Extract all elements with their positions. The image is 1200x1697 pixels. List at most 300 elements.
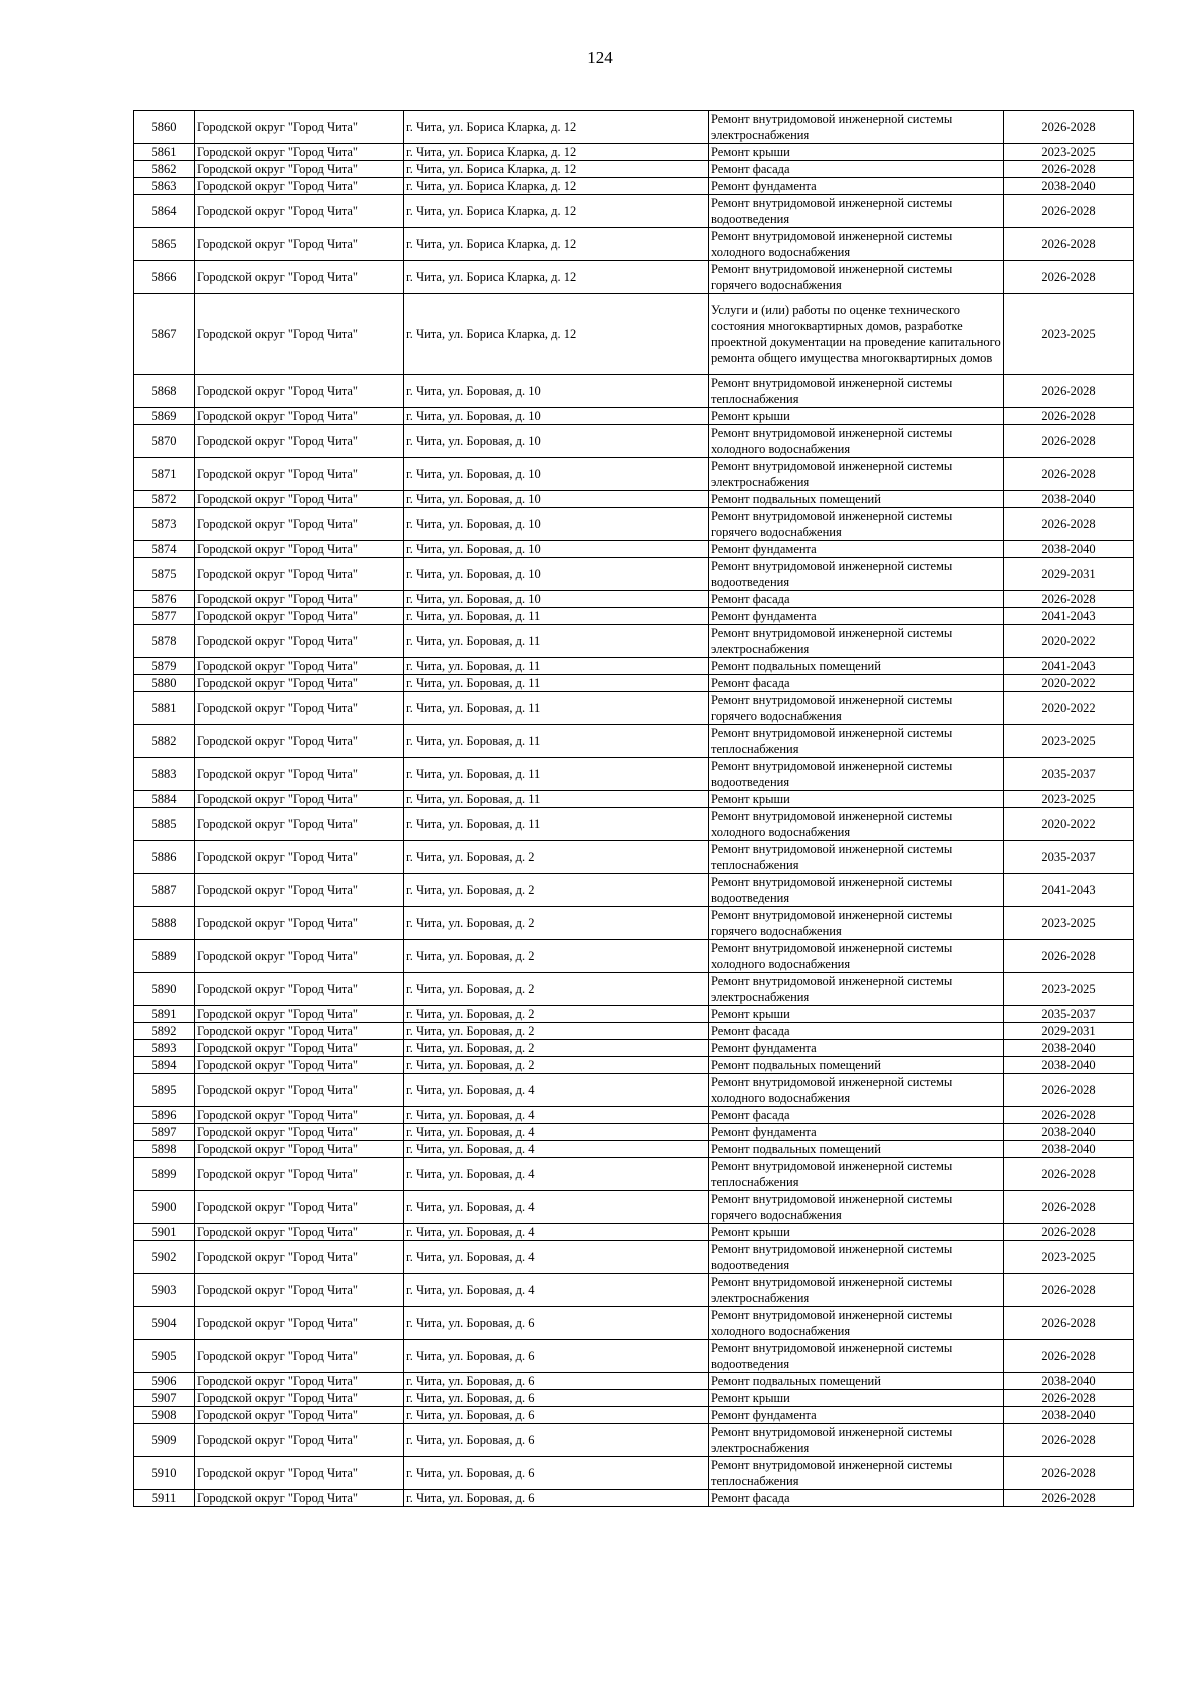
period-cell: 2038-2040 (1004, 1040, 1134, 1057)
table-body (134, 111, 1134, 1507)
row-number: 5896 (134, 1107, 195, 1124)
municipality-cell: Городской округ "Город Чита" (195, 558, 404, 591)
row-number: 5868 (134, 375, 195, 408)
table-row (134, 508, 1134, 541)
period-cell: 2026-2028 (1004, 1340, 1134, 1373)
municipality-cell: Городской округ "Город Чита" (195, 675, 404, 692)
table-row (134, 558, 1134, 591)
period-cell: 2041-2043 (1004, 608, 1134, 625)
table-row (134, 261, 1134, 294)
period-cell: 2026-2028 (1004, 1224, 1134, 1241)
table-row (134, 675, 1134, 692)
municipality-cell: Городской округ "Город Чита" (195, 692, 404, 725)
row-number: 5908 (134, 1407, 195, 1424)
row-number: 5892 (134, 1023, 195, 1040)
row-number: 5883 (134, 758, 195, 791)
table-row (134, 1373, 1134, 1390)
table-row (134, 228, 1134, 261)
municipality-cell: Городской округ "Город Чита" (195, 425, 404, 458)
row-number: 5877 (134, 608, 195, 625)
period-cell: 2026-2028 (1004, 591, 1134, 608)
municipality-cell: Городской округ "Город Чита" (195, 1224, 404, 1241)
address-cell: г. Чита, ул. Боровая, д. 2 (404, 841, 709, 874)
address-cell: г. Чита, ул. Боровая, д. 11 (404, 725, 709, 758)
table-row (134, 1490, 1134, 1507)
table-row (134, 1390, 1134, 1407)
address-cell: г. Чита, ул. Боровая, д. 2 (404, 1023, 709, 1040)
work-type-cell: Ремонт фасада (709, 1107, 1004, 1124)
period-cell: 2026-2028 (1004, 161, 1134, 178)
municipality-cell: Городской округ "Город Чита" (195, 1424, 404, 1457)
work-type-cell: Ремонт внутридомовой инженерной системы электроснабжения (709, 625, 1004, 658)
municipality-cell: Городской округ "Город Чита" (195, 973, 404, 1006)
period-cell: 2020-2022 (1004, 692, 1134, 725)
work-type-cell: Ремонт фундамента (709, 608, 1004, 625)
address-cell: г. Чита, ул. Боровая, д. 10 (404, 458, 709, 491)
row-number: 5888 (134, 907, 195, 940)
address-cell: г. Чита, ул. Боровая, д. 6 (404, 1424, 709, 1457)
municipality-cell: Городской округ "Город Чита" (195, 940, 404, 973)
table-row (134, 491, 1134, 508)
row-number: 5870 (134, 425, 195, 458)
work-type-cell: Ремонт фундамента (709, 1124, 1004, 1141)
address-cell: г. Чита, ул. Боровая, д. 11 (404, 758, 709, 791)
work-type-cell: Услуги и (или) работы по оценке технического состояния многоквартирных домов, разработке проектной документации на проведение капитального ремонта общего имущества многоквартирных домов (709, 294, 1004, 375)
work-type-cell: Ремонт внутридомовой инженерной системы водоотведения (709, 1340, 1004, 1373)
municipality-cell: Городской округ "Город Чита" (195, 1373, 404, 1390)
row-number: 5884 (134, 791, 195, 808)
work-type-cell: Ремонт внутридомовой инженерной системы холодного водоснабжения (709, 1307, 1004, 1340)
work-type-cell: Ремонт крыши (709, 1390, 1004, 1407)
work-type-cell: Ремонт фасада (709, 591, 1004, 608)
period-cell: 2026-2028 (1004, 1424, 1134, 1457)
municipality-cell: Городской округ "Город Чита" (195, 375, 404, 408)
row-number: 5899 (134, 1158, 195, 1191)
municipality-cell: Городской округ "Город Чита" (195, 625, 404, 658)
table-row (134, 1191, 1134, 1224)
address-cell: г. Чита, ул. Боровая, д. 4 (404, 1158, 709, 1191)
row-number: 5906 (134, 1373, 195, 1390)
period-cell: 2038-2040 (1004, 491, 1134, 508)
municipality-cell: Городской округ "Город Чита" (195, 808, 404, 841)
row-number: 5889 (134, 940, 195, 973)
row-number: 5860 (134, 111, 195, 144)
table-row (134, 1023, 1134, 1040)
municipality-cell: Городской округ "Город Чита" (195, 508, 404, 541)
work-type-cell: Ремонт фасада (709, 161, 1004, 178)
period-cell: 2026-2028 (1004, 1490, 1134, 1507)
municipality-cell: Городской округ "Город Чита" (195, 658, 404, 675)
municipality-cell: Городской округ "Город Чита" (195, 1274, 404, 1307)
table-row (134, 940, 1134, 973)
work-type-cell: Ремонт внутридомовой инженерной системы теплоснабжения (709, 841, 1004, 874)
table-row (134, 1340, 1134, 1373)
work-type-cell: Ремонт подвальных помещений (709, 1141, 1004, 1158)
municipality-cell: Городской округ "Город Чита" (195, 907, 404, 940)
table-row (134, 1307, 1134, 1340)
address-cell: г. Чита, ул. Боровая, д. 10 (404, 408, 709, 425)
municipality-cell: Городской округ "Город Чита" (195, 161, 404, 178)
row-number: 5909 (134, 1424, 195, 1457)
municipality-cell: Городской округ "Город Чита" (195, 791, 404, 808)
table-row (134, 625, 1134, 658)
period-cell: 2035-2037 (1004, 1006, 1134, 1023)
work-type-cell: Ремонт внутридомовой инженерной системы горячего водоснабжения (709, 692, 1004, 725)
period-cell: 2038-2040 (1004, 178, 1134, 195)
period-cell: 2026-2028 (1004, 508, 1134, 541)
row-number: 5885 (134, 808, 195, 841)
work-type-cell: Ремонт фундамента (709, 178, 1004, 195)
municipality-cell: Городской округ "Город Чита" (195, 1040, 404, 1057)
period-cell: 2026-2028 (1004, 940, 1134, 973)
address-cell: г. Чита, ул. Боровая, д. 10 (404, 491, 709, 508)
table-row (134, 1407, 1134, 1424)
period-cell: 2038-2040 (1004, 1373, 1134, 1390)
period-cell: 2035-2037 (1004, 841, 1134, 874)
municipality-cell: Городской округ "Город Чита" (195, 1023, 404, 1040)
period-cell: 2026-2028 (1004, 1390, 1134, 1407)
row-number: 5891 (134, 1006, 195, 1023)
period-cell: 2023-2025 (1004, 1241, 1134, 1274)
work-type-cell: Ремонт крыши (709, 1224, 1004, 1241)
row-number: 5866 (134, 261, 195, 294)
table-row (134, 178, 1134, 195)
address-cell: г. Чита, ул. Боровая, д. 10 (404, 508, 709, 541)
period-cell: 2023-2025 (1004, 294, 1134, 375)
table-row (134, 1457, 1134, 1490)
municipality-cell: Городской округ "Город Чита" (195, 178, 404, 195)
municipality-cell: Городской округ "Город Чита" (195, 1057, 404, 1074)
work-type-cell: Ремонт подвальных помещений (709, 491, 1004, 508)
row-number: 5862 (134, 161, 195, 178)
address-cell: г. Чита, ул. Боровая, д. 4 (404, 1191, 709, 1224)
municipality-cell: Городской округ "Город Чита" (195, 1141, 404, 1158)
address-cell: г. Чита, ул. Боровая, д. 2 (404, 940, 709, 973)
work-type-cell: Ремонт внутридомовой инженерной системы горячего водоснабжения (709, 1191, 1004, 1224)
municipality-cell: Городской округ "Город Чита" (195, 725, 404, 758)
address-cell: г. Чита, ул. Бориса Кларка, д. 12 (404, 228, 709, 261)
period-cell: 2038-2040 (1004, 1141, 1134, 1158)
work-type-cell: Ремонт внутридомовой инженерной системы холодного водоснабжения (709, 940, 1004, 973)
municipality-cell: Городской округ "Город Чита" (195, 261, 404, 294)
address-cell: г. Чита, ул. Боровая, д. 10 (404, 375, 709, 408)
address-cell: г. Чита, ул. Боровая, д. 11 (404, 608, 709, 625)
row-number: 5895 (134, 1074, 195, 1107)
municipality-cell: Городской округ "Город Чита" (195, 491, 404, 508)
work-type-cell: Ремонт внутридомовой инженерной системы горячего водоснабжения (709, 907, 1004, 940)
address-cell: г. Чита, ул. Боровая, д. 2 (404, 1057, 709, 1074)
row-number: 5910 (134, 1457, 195, 1490)
address-cell: г. Чита, ул. Боровая, д. 2 (404, 874, 709, 907)
table-row (134, 1274, 1134, 1307)
table-row (134, 1057, 1134, 1074)
address-cell: г. Чита, ул. Боровая, д. 10 (404, 558, 709, 591)
municipality-cell: Городской округ "Город Чита" (195, 195, 404, 228)
address-cell: г. Чита, ул. Боровая, д. 11 (404, 658, 709, 675)
work-type-cell: Ремонт внутридомовой инженерной системы электроснабжения (709, 1274, 1004, 1307)
work-type-cell: Ремонт крыши (709, 791, 1004, 808)
address-cell: г. Чита, ул. Боровая, д. 6 (404, 1490, 709, 1507)
row-number: 5875 (134, 558, 195, 591)
row-number: 5904 (134, 1307, 195, 1340)
address-cell: г. Чита, ул. Боровая, д. 10 (404, 591, 709, 608)
period-cell: 2029-2031 (1004, 1023, 1134, 1040)
address-cell: г. Чита, ул. Боровая, д. 2 (404, 1006, 709, 1023)
address-cell: г. Чита, ул. Боровая, д. 2 (404, 973, 709, 1006)
row-number: 5865 (134, 228, 195, 261)
address-cell: г. Чита, ул. Боровая, д. 6 (404, 1340, 709, 1373)
period-cell: 2026-2028 (1004, 458, 1134, 491)
work-type-cell: Ремонт внутридомовой инженерной системы теплоснабжения (709, 725, 1004, 758)
municipality-cell: Городской округ "Город Чита" (195, 144, 404, 161)
address-cell: г. Чита, ул. Бориса Кларка, д. 12 (404, 178, 709, 195)
row-number: 5863 (134, 178, 195, 195)
address-cell: г. Чита, ул. Боровая, д. 10 (404, 541, 709, 558)
period-cell: 2041-2043 (1004, 874, 1134, 907)
municipality-cell: Городской округ "Город Чита" (195, 591, 404, 608)
row-number: 5911 (134, 1490, 195, 1507)
period-cell: 2026-2028 (1004, 111, 1134, 144)
work-type-cell: Ремонт фасада (709, 1490, 1004, 1507)
row-number: 5897 (134, 1124, 195, 1141)
period-cell: 2023-2025 (1004, 973, 1134, 1006)
table-row (134, 1124, 1134, 1141)
address-cell: г. Чита, ул. Бориса Кларка, д. 12 (404, 195, 709, 228)
period-cell: 2026-2028 (1004, 1158, 1134, 1191)
table-row (134, 608, 1134, 625)
table-row (134, 425, 1134, 458)
row-number: 5894 (134, 1057, 195, 1074)
table-row (134, 458, 1134, 491)
row-number: 5876 (134, 591, 195, 608)
period-cell: 2041-2043 (1004, 658, 1134, 675)
address-cell: г. Чита, ул. Боровая, д. 4 (404, 1274, 709, 1307)
row-number: 5871 (134, 458, 195, 491)
municipality-cell: Городской округ "Город Чита" (195, 1490, 404, 1507)
address-cell: г. Чита, ул. Боровая, д. 4 (404, 1124, 709, 1141)
address-cell: г. Чита, ул. Боровая, д. 6 (404, 1390, 709, 1407)
address-cell: г. Чита, ул. Боровая, д. 11 (404, 625, 709, 658)
table-row (134, 591, 1134, 608)
municipality-cell: Городской округ "Город Чита" (195, 1124, 404, 1141)
table-row (134, 408, 1134, 425)
table-row (134, 758, 1134, 791)
period-cell: 2023-2025 (1004, 791, 1134, 808)
row-number: 5878 (134, 625, 195, 658)
municipality-cell: Городской округ "Город Чита" (195, 1407, 404, 1424)
table-row (134, 1040, 1134, 1057)
table-row (134, 375, 1134, 408)
address-cell: г. Чита, ул. Бориса Кларка, д. 12 (404, 111, 709, 144)
table-row (134, 1074, 1134, 1107)
address-cell: г. Чита, ул. Боровая, д. 4 (404, 1074, 709, 1107)
work-type-cell: Ремонт крыши (709, 1006, 1004, 1023)
table-row (134, 195, 1134, 228)
period-cell: 2026-2028 (1004, 408, 1134, 425)
municipality-cell: Городской округ "Город Чита" (195, 608, 404, 625)
row-number: 5886 (134, 841, 195, 874)
period-cell: 2026-2028 (1004, 195, 1134, 228)
municipality-cell: Городской округ "Город Чита" (195, 111, 404, 144)
period-cell: 2026-2028 (1004, 1457, 1134, 1490)
work-type-cell: Ремонт внутридомовой инженерной системы холодного водоснабжения (709, 425, 1004, 458)
municipality-cell: Городской округ "Город Чита" (195, 1074, 404, 1107)
period-cell: 2035-2037 (1004, 758, 1134, 791)
municipality-cell: Городской округ "Город Чита" (195, 874, 404, 907)
work-type-cell: Ремонт внутридомовой инженерной системы теплоснабжения (709, 375, 1004, 408)
row-number: 5903 (134, 1274, 195, 1307)
address-cell: г. Чита, ул. Боровая, д. 6 (404, 1457, 709, 1490)
address-cell: г. Чита, ул. Бориса Кларка, д. 12 (404, 144, 709, 161)
period-cell: 2026-2028 (1004, 1074, 1134, 1107)
work-type-cell: Ремонт внутридомовой инженерной системы холодного водоснабжения (709, 808, 1004, 841)
municipality-cell: Городской округ "Город Чита" (195, 1390, 404, 1407)
municipality-cell: Городской округ "Город Чита" (195, 841, 404, 874)
municipality-cell: Городской округ "Город Чита" (195, 1340, 404, 1373)
work-type-cell: Ремонт внутридомовой инженерной системы электроснабжения (709, 973, 1004, 1006)
row-number: 5873 (134, 508, 195, 541)
row-number: 5900 (134, 1191, 195, 1224)
table-row (134, 294, 1134, 375)
work-type-cell: Ремонт фасада (709, 675, 1004, 692)
work-type-cell: Ремонт внутридомовой инженерной системы горячего водоснабжения (709, 508, 1004, 541)
period-cell: 2038-2040 (1004, 541, 1134, 558)
municipality-cell: Городской округ "Город Чита" (195, 458, 404, 491)
row-number: 5869 (134, 408, 195, 425)
page-number: 124 (587, 48, 613, 67)
municipality-cell: Городской округ "Город Чита" (195, 1191, 404, 1224)
address-cell: г. Чита, ул. Боровая, д. 2 (404, 907, 709, 940)
period-cell: 2026-2028 (1004, 425, 1134, 458)
work-type-cell: Ремонт внутридомовой инженерной системы электроснабжения (709, 111, 1004, 144)
table-row (134, 541, 1134, 558)
address-cell: г. Чита, ул. Боровая, д. 4 (404, 1107, 709, 1124)
municipality-cell: Городской округ "Город Чита" (195, 228, 404, 261)
row-number: 5879 (134, 658, 195, 675)
work-type-cell: Ремонт внутридомовой инженерной системы водоотведения (709, 874, 1004, 907)
table-row (134, 791, 1134, 808)
repair-schedule-table (133, 110, 1134, 1507)
period-cell: 2026-2028 (1004, 228, 1134, 261)
work-type-cell: Ремонт фундамента (709, 541, 1004, 558)
table-row (134, 808, 1134, 841)
table-row (134, 1241, 1134, 1274)
row-number: 5861 (134, 144, 195, 161)
address-cell: г. Чита, ул. Бориса Кларка, д. 12 (404, 294, 709, 375)
row-number: 5898 (134, 1141, 195, 1158)
work-type-cell: Ремонт внутридомовой инженерной системы горячего водоснабжения (709, 261, 1004, 294)
period-cell: 2029-2031 (1004, 558, 1134, 591)
work-type-cell: Ремонт внутридомовой инженерной системы электроснабжения (709, 1424, 1004, 1457)
period-cell: 2023-2025 (1004, 907, 1134, 940)
row-number: 5882 (134, 725, 195, 758)
work-type-cell: Ремонт подвальных помещений (709, 1057, 1004, 1074)
address-cell: г. Чита, ул. Боровая, д. 4 (404, 1141, 709, 1158)
address-cell: г. Чита, ул. Бориса Кларка, д. 12 (404, 161, 709, 178)
period-cell: 2038-2040 (1004, 1057, 1134, 1074)
address-cell: г. Чита, ул. Боровая, д. 4 (404, 1241, 709, 1274)
address-cell: г. Чита, ул. Боровая, д. 4 (404, 1224, 709, 1241)
period-cell: 2026-2028 (1004, 261, 1134, 294)
table-row (134, 1107, 1134, 1124)
work-type-cell: Ремонт внутридомовой инженерной системы водоотведения (709, 195, 1004, 228)
work-type-cell: Ремонт внутридомовой инженерной системы электроснабжения (709, 458, 1004, 491)
address-cell: г. Чита, ул. Боровая, д. 11 (404, 791, 709, 808)
period-cell: 2023-2025 (1004, 144, 1134, 161)
period-cell: 2026-2028 (1004, 1107, 1134, 1124)
table-row (134, 111, 1134, 144)
table-row (134, 1424, 1134, 1457)
period-cell: 2026-2028 (1004, 375, 1134, 408)
row-number: 5902 (134, 1241, 195, 1274)
work-type-cell: Ремонт подвальных помещений (709, 658, 1004, 675)
period-cell: 2026-2028 (1004, 1307, 1134, 1340)
period-cell: 2026-2028 (1004, 1191, 1134, 1224)
address-cell: г. Чита, ул. Боровая, д. 11 (404, 692, 709, 725)
table-row (134, 658, 1134, 675)
work-type-cell: Ремонт внутридомовой инженерной системы теплоснабжения (709, 1457, 1004, 1490)
address-cell: г. Чита, ул. Боровая, д. 10 (404, 425, 709, 458)
work-type-cell: Ремонт крыши (709, 408, 1004, 425)
row-number: 5905 (134, 1340, 195, 1373)
work-type-cell: Ремонт внутридомовой инженерной системы водоотведения (709, 758, 1004, 791)
address-cell: г. Чита, ул. Бориса Кларка, д. 12 (404, 261, 709, 294)
table-row (134, 692, 1134, 725)
row-number: 5880 (134, 675, 195, 692)
table-row (134, 841, 1134, 874)
table-row (134, 1141, 1134, 1158)
municipality-cell: Городской округ "Город Чита" (195, 1241, 404, 1274)
row-number: 5901 (134, 1224, 195, 1241)
municipality-cell: Городской округ "Город Чита" (195, 408, 404, 425)
address-cell: г. Чита, ул. Боровая, д. 6 (404, 1307, 709, 1340)
municipality-cell: Городской округ "Город Чита" (195, 758, 404, 791)
work-type-cell: Ремонт фасада (709, 1023, 1004, 1040)
municipality-cell: Городской округ "Город Чита" (195, 1307, 404, 1340)
address-cell: г. Чита, ул. Боровая, д. 11 (404, 808, 709, 841)
period-cell: 2038-2040 (1004, 1124, 1134, 1141)
row-number: 5907 (134, 1390, 195, 1407)
row-number: 5864 (134, 195, 195, 228)
row-number: 5872 (134, 491, 195, 508)
work-type-cell: Ремонт крыши (709, 144, 1004, 161)
table-row (134, 907, 1134, 940)
row-number: 5867 (134, 294, 195, 375)
table-row (134, 725, 1134, 758)
municipality-cell: Городской округ "Город Чита" (195, 541, 404, 558)
row-number: 5890 (134, 973, 195, 1006)
work-type-cell: Ремонт внутридомовой инженерной системы теплоснабжения (709, 1158, 1004, 1191)
work-type-cell: Ремонт внутридомовой инженерной системы холодного водоснабжения (709, 1074, 1004, 1107)
municipality-cell: Городской округ "Город Чита" (195, 1006, 404, 1023)
table-row (134, 1158, 1134, 1191)
period-cell: 2020-2022 (1004, 675, 1134, 692)
table-row (134, 1006, 1134, 1023)
table-row (134, 973, 1134, 1006)
period-cell: 2023-2025 (1004, 725, 1134, 758)
period-cell: 2020-2022 (1004, 808, 1134, 841)
work-type-cell: Ремонт внутридомовой инженерной системы холодного водоснабжения (709, 228, 1004, 261)
period-cell: 2020-2022 (1004, 625, 1134, 658)
work-type-cell: Ремонт фундамента (709, 1040, 1004, 1057)
municipality-cell: Городской округ "Город Чита" (195, 294, 404, 375)
period-cell: 2026-2028 (1004, 1274, 1134, 1307)
row-number: 5887 (134, 874, 195, 907)
address-cell: г. Чита, ул. Боровая, д. 11 (404, 675, 709, 692)
municipality-cell: Городской округ "Город Чита" (195, 1158, 404, 1191)
address-cell: г. Чита, ул. Боровая, д. 6 (404, 1407, 709, 1424)
work-type-cell: Ремонт внутридомовой инженерной системы водоотведения (709, 558, 1004, 591)
